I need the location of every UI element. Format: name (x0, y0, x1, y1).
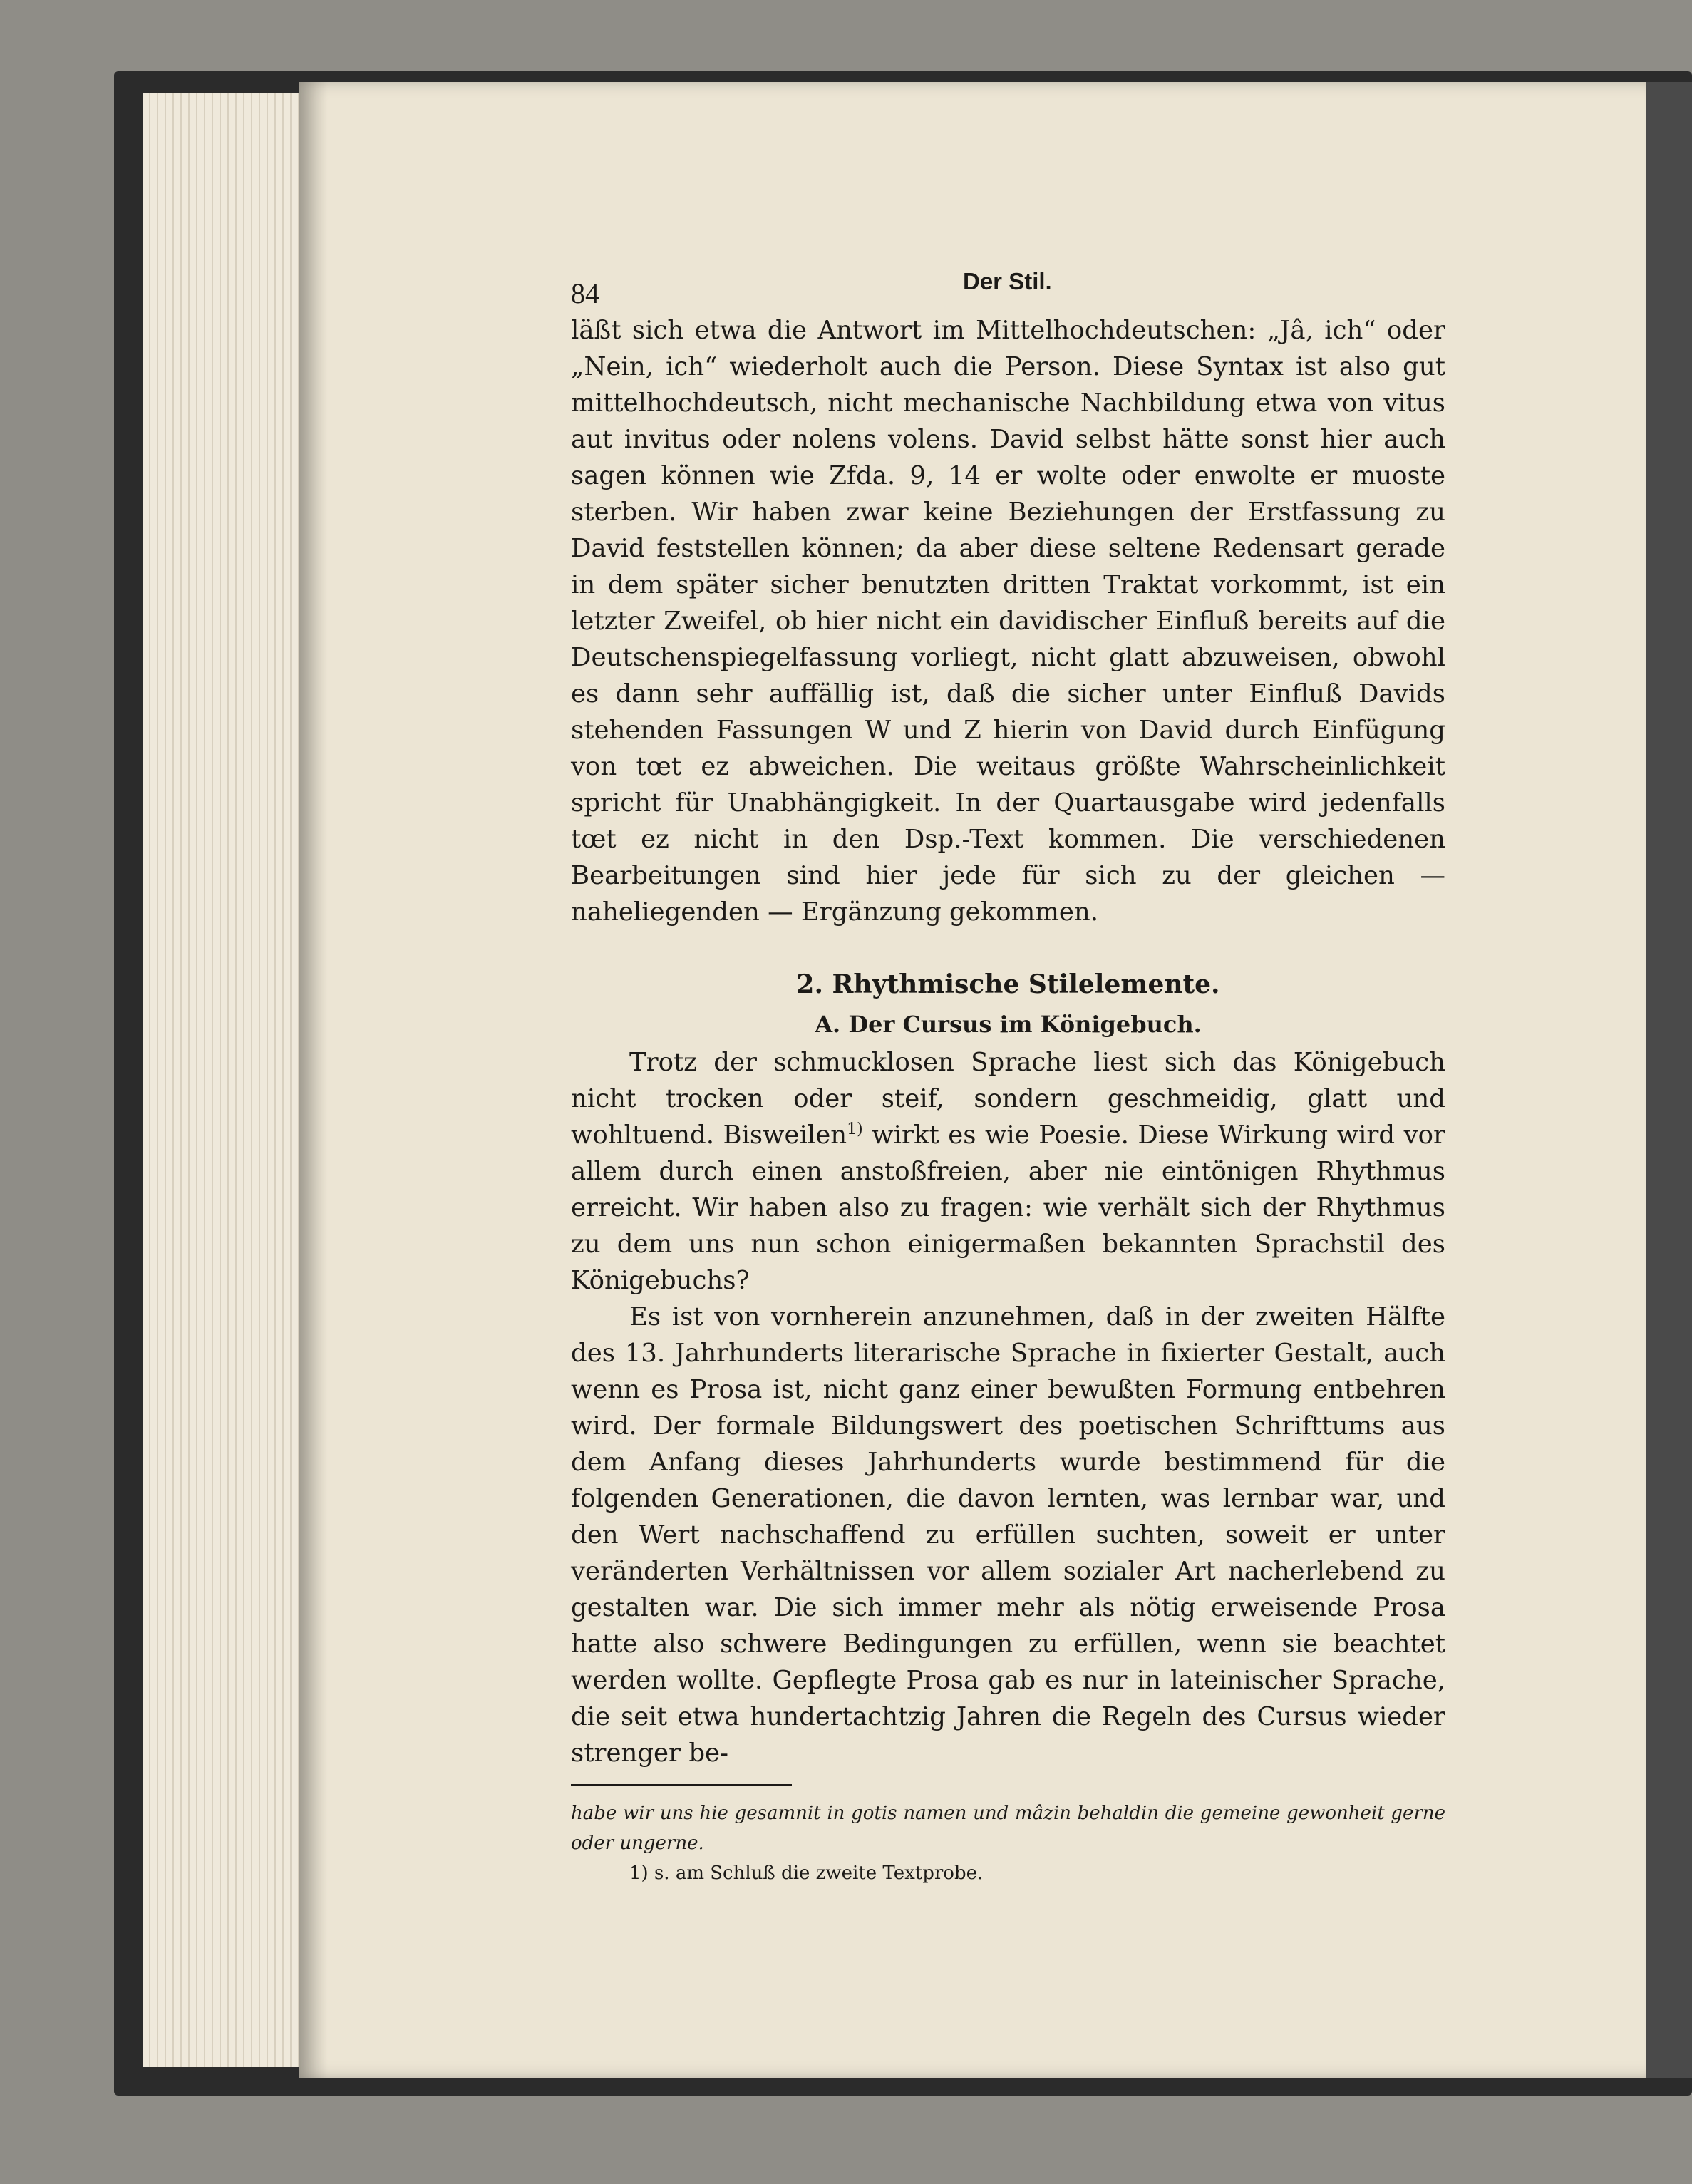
paragraph-2 (571, 1044, 1445, 1299)
page-number: 84 (571, 277, 599, 309)
footnote-divider (571, 1784, 792, 1786)
paragraph-2-text-a: Trotz der schmucklosen Sprache liest sich das Königebuch nicht trocken oder steif, sondern geschmeidig, glatt und wohltuend. Bisweilen (571, 1048, 1445, 1150)
paragraph-2-text-b: wirkt es wie Poesie. Diese Wirkung wird vor allem durch einen anstoßfreien, aber nie eintönigen Rhythmus erreicht. Wir haben also zu fragen: wie verhält sich der Rhythmus zu dem uns nun schon einigermaßen bekannten Sprachstil des Königebuchs? (571, 1121, 1445, 1295)
section-heading: 2. Rhythmische Stilelemente. (796, 969, 1220, 999)
running-head (571, 262, 1445, 312)
page-title: Der Stil. (963, 268, 1052, 294)
page-text (571, 262, 1445, 1888)
paragraph-3: Es ist von vornherein anzunehmen, daß in der zweiten Hälfte des 13. Jahrhunderts literarische Sprache in fixierter Gestalt, auch wenn es Prosa ist, nicht ganz einer bewußten Formung entbehren wird. Der formale Bildungswert des poetischen Schrifttums aus dem Anfang dieses Jahrhunderts wurde bestimmend für die folgenden Generationen, die davon lernten, was lernbar war, und den Wert nachschaffend zu erfüllen suchten, soweit er unter veränderten Verhältnissen vor allem sozialer Art nacherlebend zu gestalten war. Die sich immer mehr als nötig erweisende Prosa hatte also schwere Bedingungen zu erfüllen, wenn sie beachtet werden wollte. Gepflegte Prosa gab es nur in lateinischer Sprache, die seit etwa hundertachtzig Jahren die Regeln des Cursus wieder strenger be- (571, 1302, 1445, 1768)
subsection-heading: A. Der Cursus im Königebuch. (815, 1011, 1202, 1038)
page-edges (143, 93, 306, 2067)
paragraph-1: läßt sich etwa die Antwort im Mittelhochdeutschen: „Jâ, ich“ oder „Nein, ich“ wiederholt auch die Person. Diese Syntax ist also gut mittelhochdeutsch, nicht mechanische Nachbildung etwa von vitus aut invitus oder nolens volens. David selbst hätte sonst hier auch sagen können wie Zfda. 9, 14 er wolte oder enwolte er muoste sterben. Wir haben zwar keine Beziehungen der Erstfassung zu David feststellen können; da aber diese seltene Redensart gerade in dem später sicher benutzten dritten Traktat vorkommt, ist ein letzter Zweifel, ob hier nicht ein davidischer Einfluß bereits auf die Deutschenspiegelfassung vorliegt, nicht glatt abzuweisen, obwohl es dann sehr auffällig ist, daß die sicher unter Einfluß Davids stehenden Fassungen W und Z hierin von David durch Einfügung von tœt ez abweichen. Die weitaus größte Wahrscheinlichkeit spricht für Unabhängigkeit. In der Quartausgabe wird jedenfalls tœt ez nicht in den Dsp.-Text kommen. Die verschiedenen Bearbeitungen sind hier jede für sich zu der gleichen — naheliegenden — Ergänzung gekommen. (571, 316, 1445, 927)
footnote-continued: habe wir uns hie gesamnit in gotis namen und mâzin behaldin die gemeine gewonheit gerne oder ungerne. (571, 1803, 1445, 1854)
book-spine-edge (1646, 82, 1692, 2078)
footnote-ref[interactable]: 1) (847, 1121, 863, 1139)
footnote-1: 1) s. am Schluß die zweite Textprobe. (629, 1863, 984, 1884)
page-gutter-shadow (299, 82, 328, 2078)
